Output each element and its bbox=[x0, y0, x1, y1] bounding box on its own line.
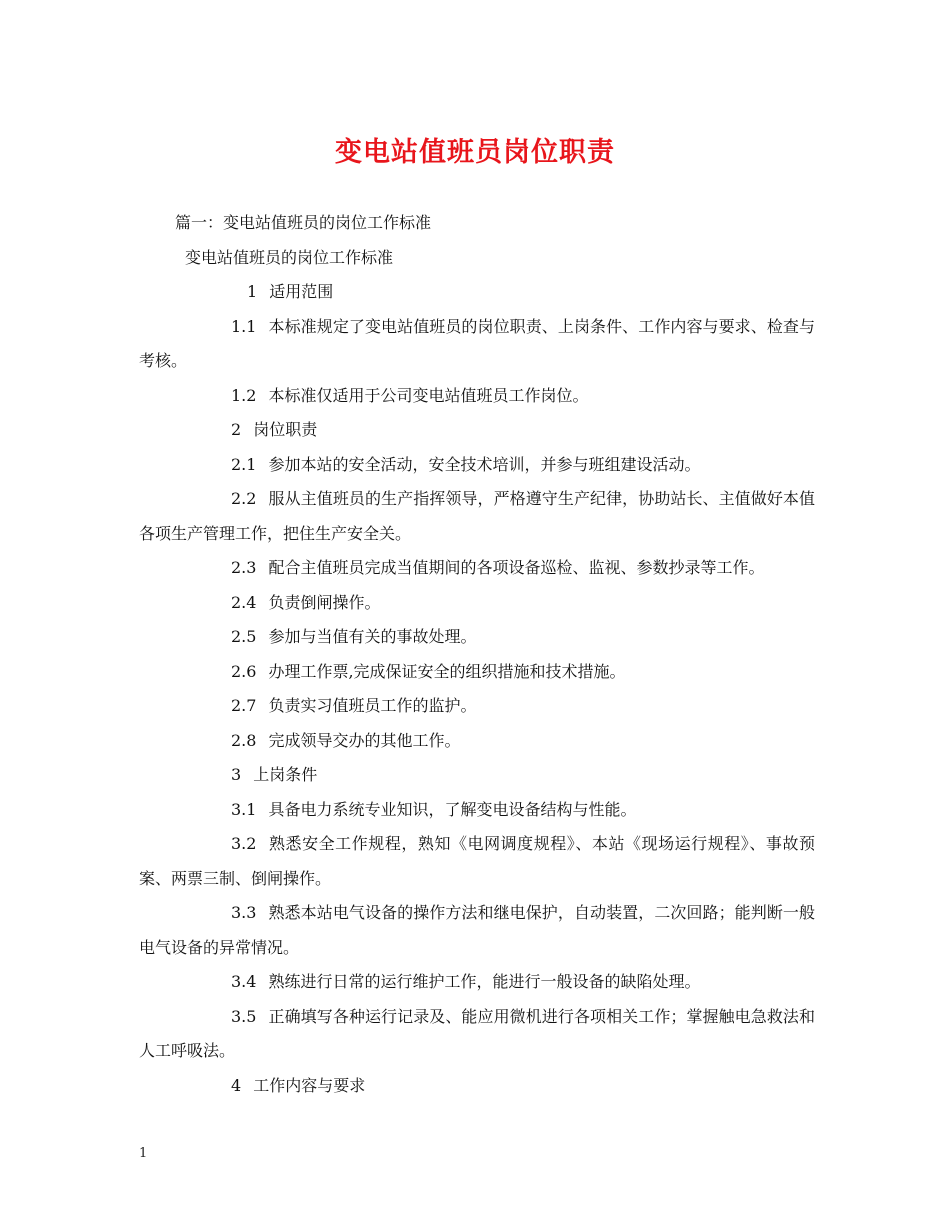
section-heading-text: 上岗条件 bbox=[253, 765, 318, 784]
clause-text: 参加本站的安全活动，安全技术培训，并参与班组建设活动。 bbox=[268, 454, 701, 474]
clause-2-5 bbox=[139, 620, 815, 655]
section-heading-4 bbox=[139, 1069, 815, 1104]
clause-text: 负责实习值班员工作的监护。 bbox=[268, 696, 477, 715]
clause-1-2 bbox=[139, 379, 815, 414]
paragraph-0 bbox=[139, 206, 815, 241]
clause-number: 2.7 bbox=[231, 696, 257, 715]
section-heading-3 bbox=[139, 758, 815, 793]
clause-text: 办理工作票,完成保证安全的组织措施和技术措施。 bbox=[268, 661, 626, 681]
section-number: 1 bbox=[247, 282, 258, 301]
section-number: 4 bbox=[231, 1075, 242, 1095]
clause-text: 熟练进行日常的运行维护工作，能进行一般设备的缺陷处理。 bbox=[268, 972, 701, 991]
clause-number: 3.2 bbox=[231, 834, 257, 853]
clause-2-4 bbox=[139, 586, 815, 621]
clause-text: 熟悉安全工作规程，熟知《电网调度规程》、本站《现场运行规程》、事故预案、两票三制、倒闸操作。 bbox=[139, 834, 815, 888]
clause-number: 2.5 bbox=[231, 627, 257, 646]
clause-number: 2.2 bbox=[231, 489, 257, 508]
clause-2-1 bbox=[139, 448, 815, 483]
clause-number: 2.8 bbox=[231, 730, 257, 750]
section-heading-2 bbox=[139, 413, 815, 448]
clause-text: 本标准仅适用于公司变电站值班员工作岗位。 bbox=[268, 385, 589, 405]
clause-number: 3.3 bbox=[231, 903, 257, 922]
clause-number: 2.1 bbox=[231, 454, 257, 474]
clause-1-1 bbox=[139, 310, 815, 379]
section-number: 3 bbox=[231, 765, 242, 784]
clause-text: 本标准规定了变电站值班员的岗位职责、上岗条件、工作内容与要求、检查与考核。 bbox=[139, 316, 815, 370]
clause-text: 正确填写各种运行记录及、能应用微机进行各项相关工作；掌握触电急救法和人工呼吸法。 bbox=[139, 1006, 815, 1060]
clause-2-3 bbox=[139, 551, 815, 586]
clause-number: 2.3 bbox=[231, 558, 257, 577]
clause-text: 完成领导交办的其他工作。 bbox=[268, 730, 461, 750]
clause-3-5 bbox=[139, 1000, 815, 1069]
clause-number: 2.4 bbox=[231, 592, 257, 612]
clause-number: 1.2 bbox=[231, 385, 257, 405]
clause-3-2 bbox=[139, 827, 815, 896]
document-title: 变电站值班员岗位职责 bbox=[335, 137, 615, 168]
clause-3-4 bbox=[139, 965, 815, 1000]
section-heading-text: 工作内容与要求 bbox=[253, 1075, 366, 1095]
section-number: 2 bbox=[231, 420, 242, 439]
clause-2-6 bbox=[139, 655, 815, 690]
paragraph-1 bbox=[139, 241, 815, 276]
clause-text: 负责倒闸操作。 bbox=[268, 592, 381, 612]
paragraph-text: 变电站值班员的岗位工作标准 bbox=[185, 247, 394, 267]
clause-number: 3.5 bbox=[231, 1006, 257, 1026]
clause-number: 1.1 bbox=[231, 316, 257, 336]
clause-2-8 bbox=[139, 724, 815, 759]
clause-2-2 bbox=[139, 482, 815, 551]
clause-text: 配合主值班员完成当值期间的各项设备巡检、监视、参数抄录等工作。 bbox=[268, 558, 765, 577]
clause-text: 具备电力系统专业知识，了解变电设备结构与性能。 bbox=[268, 799, 637, 819]
clause-text: 熟悉本站电气设备的操作方法和继电保护，自动装置，二次回路；能判断一般电气设备的异常情况。 bbox=[139, 903, 815, 957]
section-heading-1 bbox=[139, 275, 815, 310]
page-number: 1 bbox=[139, 1146, 148, 1161]
clause-2-7 bbox=[139, 689, 815, 724]
clause-3-3 bbox=[139, 896, 815, 965]
section-heading-text: 适用范围 bbox=[269, 282, 334, 301]
clause-number: 3.1 bbox=[231, 799, 257, 819]
clause-number: 3.4 bbox=[231, 972, 257, 991]
clause-number: 2.6 bbox=[231, 661, 257, 681]
clause-3-1 bbox=[139, 793, 815, 828]
clause-text: 服从主值班员的生产指挥领导，严格遵守生产纪律，协助站长、主值做好本值各项生产管理工作，把住生产安全关。 bbox=[139, 489, 815, 543]
document-body bbox=[139, 206, 815, 1103]
clause-text: 参加与当值有关的事故处理。 bbox=[268, 627, 477, 646]
paragraph-text: 篇一：变电站值班员的岗位工作标准 bbox=[175, 213, 432, 232]
section-heading-text: 岗位职责 bbox=[253, 420, 318, 439]
